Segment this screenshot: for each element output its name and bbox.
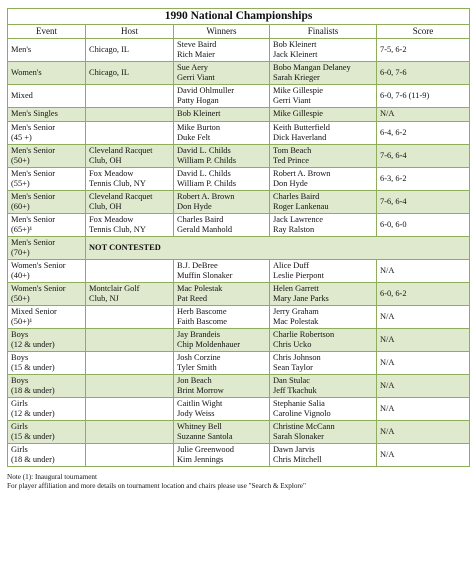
winners-line: Duke Felt — [177, 133, 211, 142]
finalists-line: Bobo Mangan Delaney — [273, 62, 351, 72]
finalists-cell — [270, 260, 377, 283]
event-line: Girls — [11, 398, 28, 408]
host-line: Fox Meadow — [89, 168, 134, 178]
host-line: Tennis Club, NY — [89, 225, 146, 234]
event-line: (40+) — [11, 271, 30, 280]
table-row — [8, 352, 470, 375]
event-cell — [8, 62, 86, 85]
finalists-cell — [270, 85, 377, 108]
header-row — [8, 25, 470, 39]
footnote-search-explore: For player affiliation and more details on tournament location and chairs please use "Search & Explore" — [7, 482, 306, 490]
finalists-line: Mary Jane Parks — [273, 294, 329, 303]
winners-cell — [174, 444, 270, 467]
not-contested-cell: NOT CONTESTED — [86, 237, 470, 260]
event-line: Mixed Senior — [11, 306, 57, 316]
finalists-line: Roger Lankenau — [273, 202, 329, 211]
event-cell — [8, 444, 86, 467]
event-line: Women's Senior — [11, 260, 66, 270]
finalists-line: Don Hyde — [273, 179, 308, 188]
winners-line: Charles Baird — [177, 214, 224, 224]
host-line: Fox Meadow — [89, 214, 134, 224]
score-cell: 6-4, 6-2 — [377, 122, 470, 145]
winners-line: B.J. DeBree — [177, 260, 218, 270]
event-cell — [8, 352, 86, 375]
host-cell — [86, 306, 174, 329]
finalists-line: Charlie Robertson — [273, 329, 335, 339]
event-line: Men's Senior — [11, 191, 56, 201]
score-cell: N/A — [377, 444, 470, 467]
host-line: Montclair Golf — [89, 283, 140, 293]
event-line: Men's Senior — [11, 237, 56, 247]
table-row — [8, 421, 470, 444]
finalists-line: Stephanie Salia — [273, 398, 325, 408]
finalists-line: Caroline Vignolo — [273, 409, 331, 418]
event-cell — [8, 122, 86, 145]
score-cell: 7-6, 6-4 — [377, 191, 470, 214]
host-line: Chicago, IL — [89, 44, 130, 54]
event-cell — [8, 214, 86, 237]
event-line: Men's Senior — [11, 122, 56, 132]
host-cell — [86, 108, 174, 122]
winners-cell — [174, 191, 270, 214]
finalists-line: Jeff Tkachuk — [273, 386, 317, 395]
winners-line: Jay Brandeis — [177, 329, 221, 339]
event-cell — [8, 145, 86, 168]
event-line: Men's Senior — [11, 214, 56, 224]
winners-cell — [174, 375, 270, 398]
finalists-line: Sean Taylor — [273, 363, 313, 372]
finalists-line: Robert A. Brown — [273, 168, 331, 178]
score-cell: 6-3, 6-2 — [377, 168, 470, 191]
host-cell — [86, 329, 174, 352]
score-cell: N/A — [377, 375, 470, 398]
winners-cell — [174, 85, 270, 108]
winners-line: Gerri Viant — [177, 73, 215, 82]
winners-line: Julie Greenwood — [177, 444, 234, 454]
winners-cell — [174, 352, 270, 375]
footnote-inaugural: Note (1): Inaugural tournament — [7, 473, 98, 481]
event-line: (50+) — [11, 156, 30, 165]
winners-line: William P. Childs — [177, 179, 236, 188]
column-header: Event — [8, 25, 86, 39]
event-cell — [8, 108, 86, 122]
winners-cell — [174, 122, 270, 145]
finalists-cell — [270, 168, 377, 191]
column-header: Finalists — [270, 25, 377, 39]
finalists-line: Sarah Krieger — [273, 73, 320, 82]
table-row — [8, 39, 470, 62]
finalists-line: Helen Garrett — [273, 283, 319, 293]
winners-line: David L. Childs — [177, 145, 231, 155]
finalists-line: Chris Johnson — [273, 352, 321, 362]
host-cell — [86, 168, 174, 191]
event-line: Men's Senior — [11, 145, 56, 155]
finalists-line: Bob Kleinert — [273, 39, 317, 49]
winners-line: Jody Weiss — [177, 409, 215, 418]
finalists-line: Dick Haverland — [273, 133, 327, 142]
table-title: 1990 National Championships — [8, 9, 470, 25]
finalists-line: Dawn Jarvis — [273, 444, 315, 454]
winners-cell — [174, 214, 270, 237]
finalists-cell — [270, 283, 377, 306]
winners-cell — [174, 421, 270, 444]
host-line: Cleveland Racquet — [89, 145, 153, 155]
score-cell: 7-6, 6-4 — [377, 145, 470, 168]
finalists-cell — [270, 62, 377, 85]
host-cell — [86, 375, 174, 398]
host-cell — [86, 352, 174, 375]
finalists-line: Chris Mitchell — [273, 455, 322, 464]
winners-line: Suzanne Santola — [177, 432, 233, 441]
score-cell: N/A — [377, 352, 470, 375]
score-cell: 6-0, 6-2 — [377, 283, 470, 306]
event-line: Girls — [11, 421, 28, 431]
winners-line: Whitney Bell — [177, 421, 222, 431]
score-cell: N/A — [377, 306, 470, 329]
score-cell: N/A — [377, 398, 470, 421]
winners-line: Herb Bascome — [177, 306, 227, 316]
winners-cell — [174, 168, 270, 191]
winners-line: Bob Kleinert — [177, 109, 221, 119]
finalists-line: Dan Stulac — [273, 375, 310, 385]
event-cell — [8, 421, 86, 444]
finalists-line: Ray Ralston — [273, 225, 315, 234]
host-cell — [86, 214, 174, 237]
score-cell: 6-0, 7-6 — [377, 62, 470, 85]
finalists-cell — [270, 352, 377, 375]
event-line: (18 & under) — [11, 386, 55, 395]
event-line: (12 & under) — [11, 409, 55, 418]
finalists-line: Sarah Slonaker — [273, 432, 324, 441]
event-line: (70+) — [11, 248, 30, 257]
table-row — [8, 214, 470, 237]
event-line: Girls — [11, 444, 28, 454]
table-row — [8, 168, 470, 191]
event-line: (12 & under) — [11, 340, 55, 349]
host-cell — [86, 85, 174, 108]
table-row — [8, 191, 470, 214]
event-line: Men's — [11, 44, 32, 54]
finalists-line: Alice Duff — [273, 260, 309, 270]
event-line: (65+)¹ — [11, 225, 33, 234]
event-cell — [8, 260, 86, 283]
host-cell — [86, 260, 174, 283]
score-cell: 6-0, 6-0 — [377, 214, 470, 237]
winners-line: Steve Baird — [177, 39, 217, 49]
table-row — [8, 375, 470, 398]
finalists-cell — [270, 398, 377, 421]
column-header: Winners — [174, 25, 270, 39]
winners-line: Kim Jennings — [177, 455, 224, 464]
event-cell — [8, 85, 86, 108]
winners-line: Chip Moldenhauer — [177, 340, 241, 349]
event-line: (50+) — [11, 294, 30, 303]
finalists-cell — [270, 375, 377, 398]
host-cell — [86, 398, 174, 421]
event-line: Men's Senior — [11, 168, 56, 178]
table-row — [8, 237, 470, 260]
table-row — [8, 145, 470, 168]
event-cell — [8, 168, 86, 191]
winners-line: Brint Morrow — [177, 386, 224, 395]
finalists-line: Mike Gillespie — [273, 85, 324, 95]
score-cell: N/A — [377, 329, 470, 352]
event-line: (55+) — [11, 179, 30, 188]
finalists-line: Charles Baird — [273, 191, 320, 201]
event-line: Women's Senior — [11, 283, 66, 293]
finalists-line: Keith Butterfield — [273, 122, 330, 132]
winners-cell — [174, 329, 270, 352]
winners-line: Faith Bascome — [177, 317, 228, 326]
host-cell — [86, 191, 174, 214]
finalists-cell — [270, 329, 377, 352]
event-cell — [8, 237, 86, 260]
winners-cell — [174, 39, 270, 62]
finalists-cell — [270, 444, 377, 467]
finalists-cell — [270, 214, 377, 237]
winners-line: Gerald Manhold — [177, 225, 233, 234]
event-line: (15 & under) — [11, 432, 55, 441]
winners-line: Pat Reed — [177, 294, 208, 303]
table-row — [8, 108, 470, 122]
event-cell — [8, 283, 86, 306]
finalists-line: Tom Beach — [273, 145, 312, 155]
host-cell — [86, 145, 174, 168]
finalists-line: Leslie Pierpont — [273, 271, 324, 280]
finalists-line: Chris Ucko — [273, 340, 312, 349]
finalists-line: Christine McCann — [273, 421, 335, 431]
event-line: Men's Singles — [11, 109, 58, 119]
host-cell — [86, 122, 174, 145]
column-header: Host — [86, 25, 174, 39]
finalists-cell — [270, 122, 377, 145]
event-line: (60+) — [11, 202, 30, 211]
finalists-line: Ted Prince — [273, 156, 309, 165]
event-line: (18 & under) — [11, 455, 55, 464]
event-line: Boys — [11, 352, 29, 362]
winners-cell — [174, 398, 270, 421]
host-cell — [86, 39, 174, 62]
host-line: Club, NJ — [89, 294, 119, 303]
footnotes — [7, 473, 469, 491]
event-line: Mixed — [11, 90, 33, 100]
column-header: Score — [377, 25, 470, 39]
host-cell — [86, 444, 174, 467]
finalists-cell — [270, 39, 377, 62]
championships-table — [7, 8, 470, 467]
event-line: (50+)¹ — [11, 317, 33, 326]
winners-line: Robert A. Brown — [177, 191, 235, 201]
winners-cell — [174, 283, 270, 306]
finalists-line: Gerri Viant — [273, 96, 311, 105]
winners-line: Tyler Smith — [177, 363, 217, 372]
winners-cell — [174, 108, 270, 122]
score-cell: N/A — [377, 260, 470, 283]
event-line: Boys — [11, 375, 29, 385]
winners-line: Jon Beach — [177, 375, 212, 385]
winners-line: Mac Polestak — [177, 283, 223, 293]
host-line: Cleveland Racquet — [89, 191, 153, 201]
winners-line: Mike Burton — [177, 122, 221, 132]
host-cell — [86, 62, 174, 85]
score-cell: 6-0, 7-6 (11-9) — [377, 85, 470, 108]
table-body — [8, 39, 470, 467]
table-row — [8, 329, 470, 352]
event-line: (45 +) — [11, 133, 32, 142]
event-line: Boys — [11, 329, 29, 339]
finalists-line: Jack Kleinert — [273, 50, 318, 59]
table-row — [8, 283, 470, 306]
host-line: Tennis Club, NY — [89, 179, 146, 188]
finalists-cell — [270, 108, 377, 122]
winners-line: Rich Maier — [177, 50, 215, 59]
event-cell — [8, 398, 86, 421]
winners-cell — [174, 260, 270, 283]
event-line: Women's — [11, 67, 42, 77]
score-cell: N/A — [377, 108, 470, 122]
event-line: (15 & under) — [11, 363, 55, 372]
page — [7, 8, 469, 491]
winners-cell — [174, 145, 270, 168]
winners-line: Caitlin Wight — [177, 398, 223, 408]
table-row — [8, 85, 470, 108]
finalists-cell — [270, 145, 377, 168]
score-cell: N/A — [377, 421, 470, 444]
finalists-line: Mac Polestak — [273, 317, 319, 326]
finalists-cell — [270, 421, 377, 444]
finalists-cell — [270, 306, 377, 329]
table-row — [8, 398, 470, 421]
host-line: Chicago, IL — [89, 67, 130, 77]
table-row — [8, 122, 470, 145]
event-cell — [8, 39, 86, 62]
winners-cell — [174, 62, 270, 85]
table-row — [8, 306, 470, 329]
finalists-line: Mike Gillespie — [273, 109, 324, 119]
winners-line: David Ohlmuller — [177, 85, 234, 95]
event-cell — [8, 329, 86, 352]
host-line: Club, OH — [89, 156, 122, 165]
host-cell — [86, 421, 174, 444]
winners-line: Don Hyde — [177, 202, 212, 211]
table-row — [8, 260, 470, 283]
host-line: Club, OH — [89, 202, 122, 211]
winners-line: William P. Childs — [177, 156, 236, 165]
winners-line: Sue Aery — [177, 62, 208, 72]
event-cell — [8, 306, 86, 329]
table-row — [8, 444, 470, 467]
finalists-line: Jerry Graham — [273, 306, 319, 316]
event-cell — [8, 191, 86, 214]
finalists-cell — [270, 191, 377, 214]
table-row — [8, 62, 470, 85]
score-cell: 7-5, 6-2 — [377, 39, 470, 62]
winners-line: Josh Corzine — [177, 352, 221, 362]
finalists-line: Jack Lawrence — [273, 214, 323, 224]
winners-line: David L. Childs — [177, 168, 231, 178]
event-cell — [8, 375, 86, 398]
winners-cell — [174, 306, 270, 329]
winners-line: Muffin Slonaker — [177, 271, 233, 280]
winners-line: Patty Hogan — [177, 96, 219, 105]
host-cell — [86, 283, 174, 306]
